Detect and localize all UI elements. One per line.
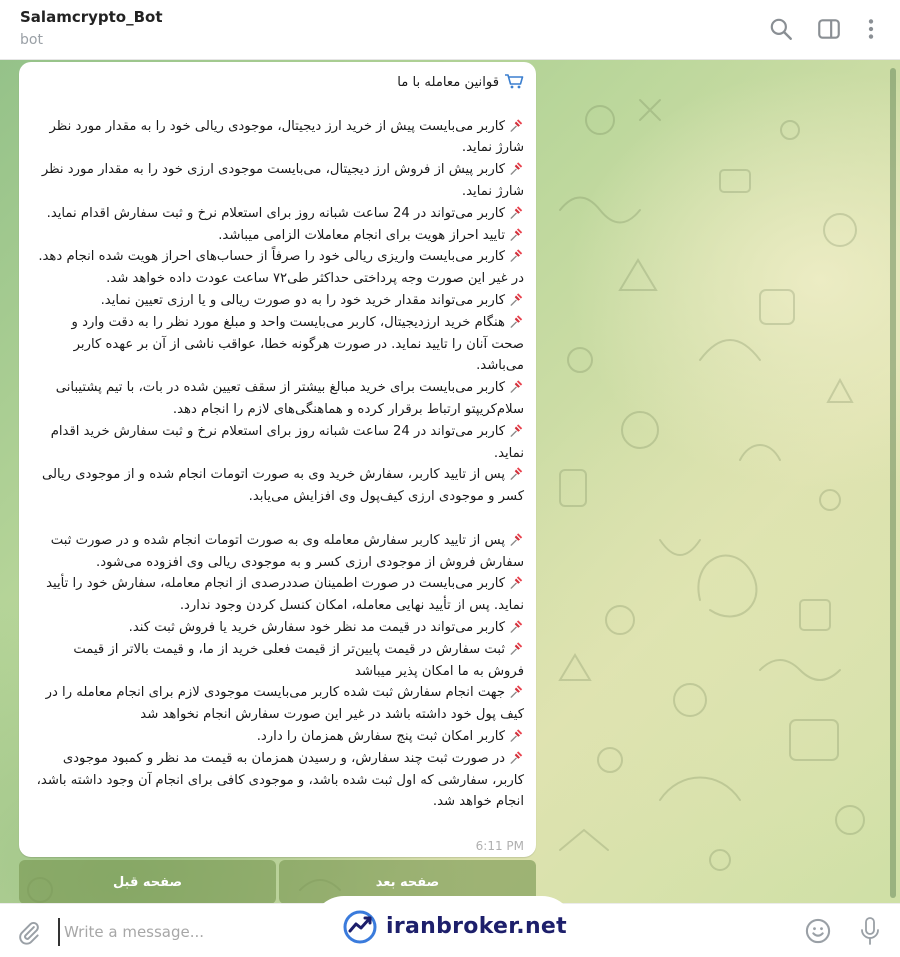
iranbroker-logo-icon <box>342 909 378 945</box>
rule-item <box>35 377 524 421</box>
rule-text: کاربر امکان ثبت پنج سفارش همزمان را دارد. <box>256 728 505 744</box>
message-time: 6:11 PM <box>475 839 524 853</box>
rule-item <box>35 573 524 617</box>
rule-item <box>35 530 524 574</box>
rule-item <box>35 203 524 225</box>
message-title-text: قوانین معامله با ما <box>397 75 499 90</box>
bot-message-bubble <box>19 62 536 857</box>
bot-status: bot <box>20 32 43 48</box>
pushpin-icon <box>509 532 524 546</box>
more-vertical-icon[interactable] <box>858 16 884 42</box>
search-icon[interactable] <box>768 16 794 42</box>
rule-text: پس از تایید کاربر، سفارش خرید وی به صورت اتومات انجام شده و از موجودی ریالی کسر و موجودی ارزی کیف‌پول وی افزایش می‌یابد. <box>41 467 524 505</box>
rule-item <box>35 225 524 247</box>
rule-text: کاربر می‌بایست در صورت اطمینان صددرصدی از انجام معامله، سفارش خود را تأیید نماید. پس از تأیید نهایی معامله، امکان کنسل کردن وجود ندارد. <box>46 576 524 614</box>
rule-text: در صورت ثبت چند سفارش، و رسیدن همزمان به قیمت مد نظر و کمبود موجودی کاربر، سفارشی که اول ثبت شده باشد، و موجودی کافی برای انجام آن وجود داشته باشد، انجام خواهد شد. <box>36 750 524 810</box>
rule-text: کاربر می‌بایست برای خرید مبالغ بیشتر از سقف تعیین شده در بات، با تیم پشتیبانی سلام‌کریپتو ارتباط برقرار کرده و هماهنگی‌های لازم را انجام دهد. <box>55 380 524 417</box>
pushpin-icon <box>509 161 524 175</box>
rule-item <box>35 312 524 377</box>
pushpin-icon <box>509 379 524 393</box>
rule-text: کاربر پیش از فروش ارز دیجیتال، می‌بایست موجودی ارزی خود را به مقدار مورد نظر شارژ نماید. <box>41 162 524 199</box>
rule-item <box>35 726 524 748</box>
rule-text: تایید احراز هویت برای انجام معاملات الزامی میباشد. <box>218 227 505 243</box>
rule-text: ثبت سفارش در قیمت پایین‌تر از قیمت فعلی خرید از ما، و قیمت بالاتر از قیمت فروش به ما امکان پذیر میباشد <box>73 641 524 679</box>
rule-item <box>35 639 524 683</box>
pushpin-icon <box>509 466 524 480</box>
attach-icon[interactable] <box>16 920 42 946</box>
pushpin-icon <box>509 575 524 589</box>
rule-item <box>35 290 524 312</box>
pushpin-icon <box>509 750 524 764</box>
pushpin-icon <box>509 292 524 306</box>
rule-item <box>35 748 524 813</box>
prev-page-button[interactable]: صفحه قبل <box>19 860 276 903</box>
message-text <box>35 72 524 813</box>
rule-text: کاربر می‌بایست پیش از خرید ارز دیجیتال، موجودی ریالی خود را به مقدار مورد نظر شارژ نماید. <box>49 118 524 156</box>
bot-name[interactable]: Salamcrypto_Bot <box>20 8 163 26</box>
pushpin-icon <box>509 118 524 132</box>
rule-text: پس از تایید کاربر سفارش معامله وی به صورت اتومات انجام شده و در صورت ثبت سفارش فروش از موجودی ارزی کسر و به موجودی ریالی وی افزوده می‌شود. <box>50 532 524 570</box>
microphone-icon[interactable] <box>858 915 882 947</box>
next-page-button[interactable]: صفحه بعد <box>279 860 536 903</box>
emoji-icon[interactable] <box>804 917 832 945</box>
rule-item <box>35 682 524 726</box>
rule-item <box>35 246 524 290</box>
pushpin-icon <box>509 248 524 262</box>
pushpin-icon <box>509 619 524 633</box>
shopping-cart-icon <box>504 73 524 89</box>
rule-text: هنگام خرید ارزدیجیتال، کاربر می‌بایست واحد و مبلغ مورد نظر را به دقت وارد و صحت آنان را تایید نماید. در صورت هرگونه خطا، عواقب ناشی از آن بر عهده کاربر می‌باشد. <box>71 314 524 374</box>
message-title <box>35 72 524 94</box>
rule-text: جهت انجام سفارش ثبت شده کاربر می‌بایست موجودی لازم برای انجام معامله را در کیف پول خود داشته باشد در غیر این صورت سفارش انجام نخواهد شد <box>45 685 524 723</box>
rule-item <box>35 421 524 465</box>
sidebar-toggle-icon[interactable] <box>816 16 842 42</box>
pushpin-icon <box>509 314 524 328</box>
rule-text: کاربر می‌تواند در 24 ساعت شبانه روز برای استعلام نرخ و ثبت سفارش خرید اقدام نماید. <box>50 423 524 461</box>
rule-item <box>35 464 524 508</box>
chat-scrollbar[interactable] <box>890 68 896 898</box>
rule-item <box>35 617 524 639</box>
rule-item <box>35 159 524 203</box>
chat-header <box>0 0 900 60</box>
pushpin-icon <box>509 423 524 437</box>
pushpin-icon <box>509 227 524 241</box>
rule-text: کاربر می‌تواند در 24 ساعت شبانه روز برای استعلام نرخ و ثبت سفارش اقدام نماید. <box>46 205 505 221</box>
rule-text: کاربر می‌تواند در قیمت مد نظر خود سفارش خرید یا فروش ثبت کند. <box>128 619 505 635</box>
watermark <box>312 896 574 957</box>
rule-text: کاربر می‌بایست واریزی ریالی خود را صرفاً از حساب‌های احراز هویت شده انجام دهد. در غیر این صورت وجه پرداختی حداکثر طی۷۲ ساعت عودت داده خواهد شد. <box>38 249 524 287</box>
pushpin-icon <box>509 205 524 219</box>
chat-area[interactable] <box>0 60 900 903</box>
watermark-text: iranbroker.net <box>386 914 567 939</box>
rule-text: کاربر می‌تواند مقدار خرید خود را به دو صورت ریالی و یا ارزی تعیین نماید. <box>100 292 505 308</box>
rule-item <box>35 116 524 160</box>
pushpin-icon <box>509 728 524 742</box>
pushpin-icon <box>509 641 524 655</box>
pushpin-icon <box>509 684 524 698</box>
